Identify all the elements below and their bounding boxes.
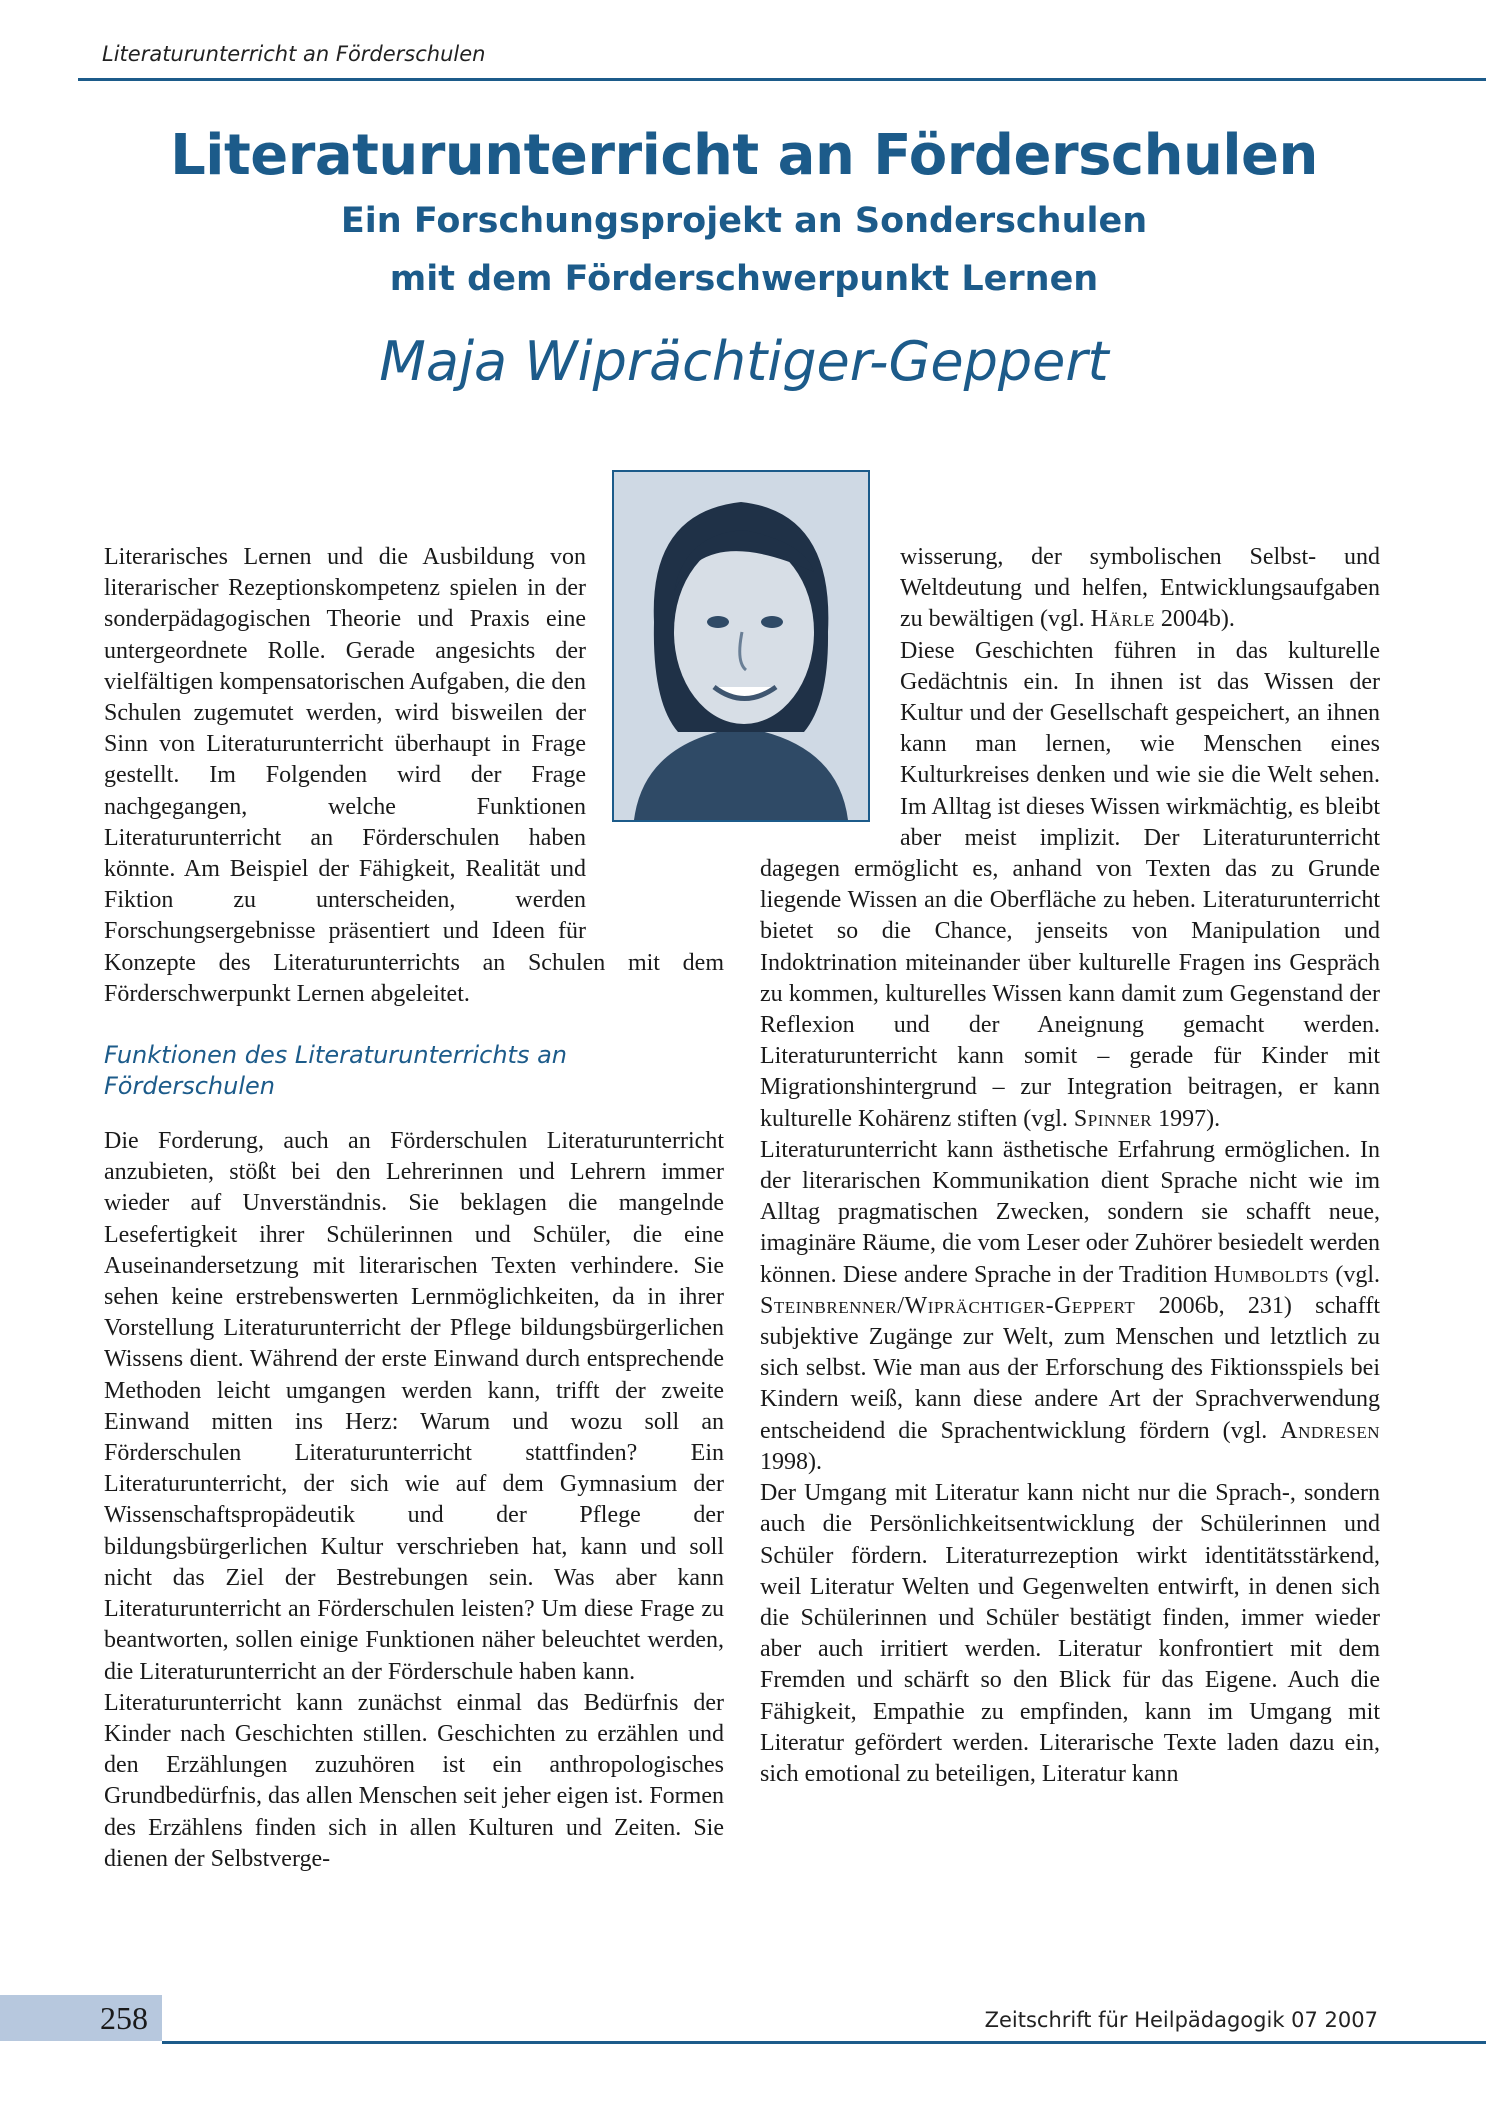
citation-author: Steinbrenner/Wiprächtiger-Geppert bbox=[760, 1292, 1136, 1319]
top-rule bbox=[78, 78, 1486, 81]
citation-author: Andresen bbox=[1280, 1417, 1380, 1444]
text-run: Diese Geschichten führen in das kulturelle Gedächtnis ein. In ihnen ist das Wissen der Kultur und der Gesellschaft gespeichert, an ihnen kann man lernen, wie Menschen eines Kulturkreises denken und wie sie die Welt sehen. Im Alltag ist dieses Wissen wirkmächtig, es bleibt aber meist implizit. Der Literaturunterricht dagegen ermöglicht es, anhand von Texten das zu Grunde liegende Wissen an die Oberfläche zu heben. Literaturunterricht bietet so die Chance, jenseits von Manipulation und Indoktrination miteinander über kulturelle Fragen ins Gespräch zu kommen, kulturelles Wissen kann damit zum Gegenstand der Reflexion und der Aneignung gemacht werden. Literaturunterricht kann somit – gerade für Kinder mit Migrationshintergrund – zur Integration beitragen, er kann kulturelle Kohärenz stiften (vgl. bbox=[760, 637, 1380, 1132]
text-run: (vgl. bbox=[1329, 1261, 1380, 1288]
citation-author: Spinner bbox=[1073, 1105, 1153, 1132]
bottom-rule bbox=[162, 2041, 1486, 2044]
article-subtitle-line-1: Ein Forschungsprojekt an Sonderschulen bbox=[340, 201, 1148, 241]
running-head: Literaturunterricht an Förderschulen bbox=[102, 42, 486, 66]
page-number: 258 bbox=[100, 2000, 148, 2036]
text-run: wisserung, der symbolischen Selbst- und Weltdeutung und helfen, Entwicklungsaufgaben zu bewältigen (vgl. bbox=[900, 544, 1380, 633]
title-block bbox=[0, 120, 1488, 398]
article-title: Literaturunterricht an Förderschulen bbox=[170, 123, 1318, 188]
body-paragraph bbox=[760, 1135, 1380, 1478]
left-column bbox=[104, 542, 724, 1875]
text-run: Literaturunterricht kann ästhetische Erfahrung ermöglichen. In der literarischen Kommunikation dient Sprache nicht wie im Alltag pragmatischen Zwecken, sondern sie schafft neue, imaginäre Räume, die vom Leser oder Zuhörer besiedelt werden können. Diese andere Sprache in der Tradition bbox=[760, 1136, 1380, 1288]
text-run: 1998). bbox=[760, 1448, 822, 1475]
article-subtitle-line-2: mit dem Förderschwerpunkt Lernen bbox=[389, 259, 1099, 299]
citation-author: Härle bbox=[1090, 606, 1155, 633]
journal-citation: Zeitschrift für Heilpädagogik 07 2007 bbox=[984, 2008, 1378, 2032]
author-name: Maja Wiprächtiger-Geppert bbox=[379, 330, 1109, 393]
abstract-paragraph: Literarisches Lernen und die Ausbildung von literarischer Rezeptionskompetenz spielen in der sonderpädagogischen Theorie und Praxis eine untergeordnete Rolle. Gerade angesichts der vielfältigen kompensatorischen Aufgaben, die den Schulen zugemutet werden, wird bisweilen der Sinn von Literaturunterricht überhaupt in Frage gestellt. Im Folgenden wird der Frage nachgegangen, welche Funktionen Literaturunterricht an Förderschulen haben könnte. Am Beispiel der Fähigkeit, Realität und Fiktion zu unterscheiden, werden Forschungsergebnisse präsentiert und Ideen für Konzepte des Literaturunterrichts an Schulen mit dem Förderschwerpunkt Lernen abgeleitet. bbox=[104, 544, 724, 1007]
body-paragraph: Der Umgang mit Literatur kann nicht nur die Sprach-, sondern auch die Persönlichkeitsentwicklung der Schülerinnen und Schüler fördern. Literaturrezeption wirkt identitätsstärkend, weil Literatur Welten und Gegenwelten entwirft, in denen sich die Schülerinnen und Schüler bestätigt finden, immer wieder aber auch irritiert werden. Literatur konfrontiert mit dem Fremden und schärft so den Blick für das Eigene. Auch die Fähigkeit, Empathie zu empfinden, kann im Umgang mit Literatur gefördert werden. Literarische Texte laden dazu ein, sich emotional zu beteiligen, Literatur kann bbox=[760, 1480, 1380, 1787]
text-run: 2004b). bbox=[1154, 606, 1235, 633]
body-paragraph: Die Forderung, auch an Förderschulen Literaturunterricht anzubieten, stößt bei den Lehrerinnen und Lehrern immer wieder auf Unverständnis. Sie beklagen die mangelnde Lesefertigkeit ihrer Schülerinnen und Schüler, die eine Auseinandersetzung mit literarischen Texten verhindere. Sie sehen keine erstrebenswerten Lernmöglichkeiten, da in ihrer Vorstellung Literaturunterricht der Pflege bildungsbürgerlichen Wissens dient. Während der erste Einwand durch entsprechende Methoden leicht umgangen werden kann, trifft der zweite Einwand mitten ins Herz: Warum und wozu soll an Förderschulen Literaturunterricht stattfinden? Ein Literaturunterricht, der sich wie auf dem Gymnasium der Wissenschaftspropädeutik und der Pflege der bildungsbürgerlichen Kultur verschrieben hat, kann und soll nicht das Ziel der Bestrebungen sein. Was aber kann Literaturunterricht an Förderschulen leisten? Um diese Frage zu beantworten, sollen einige Funktionen näher beleuchtet werden, die Literaturunterricht an der Förderschule haben kann. bbox=[104, 1128, 724, 1685]
body-paragraph: Literaturunterricht kann zunächst einmal das Bedürfnis der Kinder nach Geschichten stillen. Geschichten zu erzählen und den Erzählungen zuzuhören ist ein anthropologisches Grundbedürfnis, das allen Menschen seit jeher eigen ist. Formen des Erzählens finden sich in allen Kulturen und Zeiten. Sie dienen der Selbstverge- bbox=[104, 1689, 724, 1872]
text-run: 2006b, 231) schafft subjektive Zugänge zur Welt, zum Menschen und letztlich zu sich selbst. Wie man aus der Erforschung des Fiktionsspiels bei Kindern weiß, kann diese andere Art der Sprachverwendung entscheidend die Sprachentwicklung fördern (vgl. bbox=[760, 1292, 1380, 1444]
citation-author: Humboldts bbox=[1213, 1261, 1330, 1288]
section-heading: Funktionen des Literaturunterrichts an Förderschulen bbox=[104, 1041, 568, 1101]
text-run: 1997). bbox=[1152, 1105, 1221, 1132]
right-column bbox=[760, 542, 1380, 1790]
